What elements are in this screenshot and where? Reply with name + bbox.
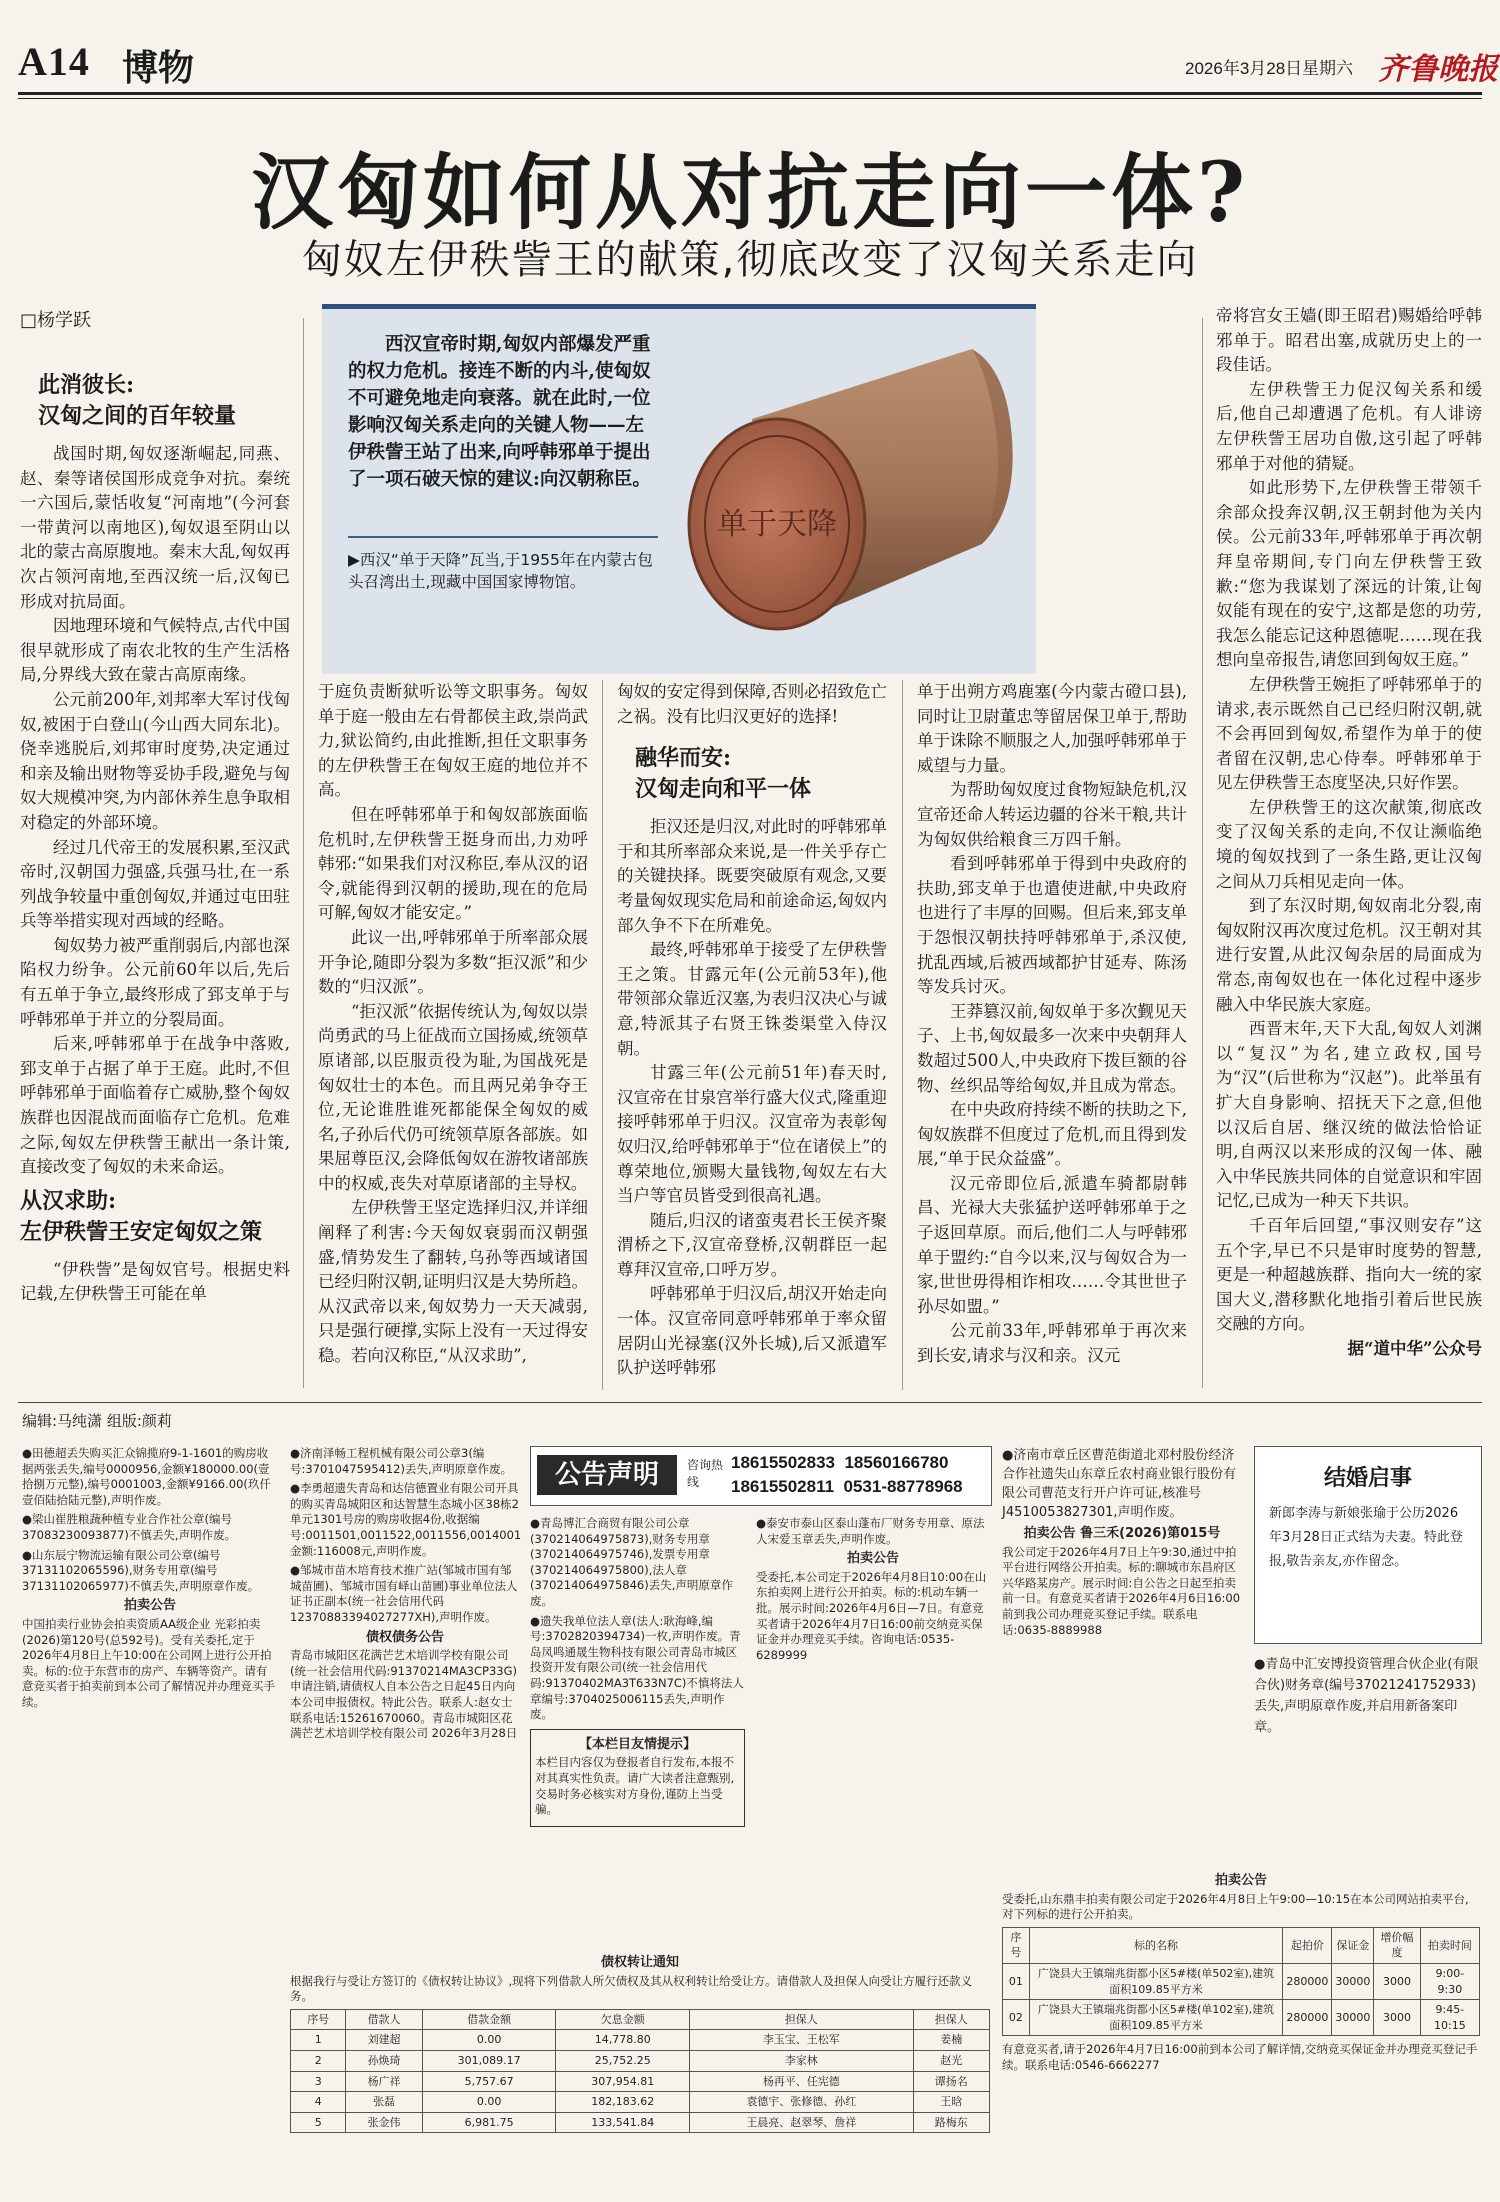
table-header-cell: 标的名称 xyxy=(1029,1927,1283,1963)
table-header-cell: 欠息金额 xyxy=(556,2009,690,2030)
table-cell: 6,981.75 xyxy=(422,2112,556,2133)
table-cell: 3000 xyxy=(1374,2000,1420,2036)
paragraph: 左伊秩訾王力促汉匈关系和缓后,他自己却遭遇了危机。有人诽谤左伊秩訾王居功自傲,这引起了呼韩邪单于对他的猜疑。 xyxy=(1216,379,1482,473)
paragraph: 后来,呼韩邪单于在战争中落败,郅支单于占据了单于王庭。此时,不但呼韩邪单于面临着存亡威胁,整个匈奴族群也因混战而面临存亡危机。危难之际,匈奴左伊秩訾王献出一条计策,直接改变了匈奴的未来命运。 xyxy=(20,1034,290,1177)
paragraph: 此议一出,呼韩邪单于所率部众展开争论,随即分裂为多数“拒汉派”和少数的“归汉派”。 xyxy=(318,927,588,997)
table-header-cell: 序号 xyxy=(1003,1927,1030,1963)
friendly-reminder-text: 本栏目内容仅为登报者自行发布,本报不对其真实性负责。请广大读者注意甄别,交易时务必核实对方身份,谨防上当受骗。 xyxy=(535,1755,735,1817)
paragraph: 匈奴势力被严重削弱后,内部也深陷权力纷争。公元前60年以后,先后有五单于争立,最终形成了郅支单于与呼韩邪单于并立的分裂局面。 xyxy=(20,935,290,1029)
paragraph: 在中央政府持续不断的扶助之下,匈奴族群不但度过了危机,而且得到发展,“单于民众益盛”。 xyxy=(917,1100,1187,1169)
paragraph: 于庭负责断狱听讼等文职事务。匈奴单于庭一般由左右骨都侯主政,崇尚武力,狱讼简约,由此推断,担任文职事务的左伊秩訾王在匈奴王庭的地位并不高。 xyxy=(318,682,588,800)
notice: ●遗失我单位法人章(法人:耿海峰,编号:3702820394734)一枚,声明作废。青岛凤鸣通晟生物科技有限公司青岛市城区投资开发有限公司(统一社会信用代码:91370402MA3T633N7C)不慎将法人章编号:3704025006115丢失,声明作废。 xyxy=(530,1613,744,1722)
paragraph: 王莽篡汉前,匈奴单于多次觐见天子、上书,匈奴最多一次来中央朝拜人数超过500人,中央政府下拨巨额的谷物、丝织品等给匈奴,并且成为常态。 xyxy=(917,1001,1187,1095)
ad-column-3 xyxy=(530,1516,745,1827)
table-header-cell: 序号 xyxy=(291,2009,346,2030)
notice: ●山东辰宁物流运输有限公司公章(编号37131102065596),财务专用章(编号37131102065977)不慎丢失,声明原章作废。 xyxy=(22,1547,260,1593)
table-cell: 杨广祥 xyxy=(346,2071,422,2092)
paragraph: 如此形势下,左伊秩訾王带领千余部众投奔汉朝,汉王朝封他为关内侯。公元前33年,呼韩邪单于再次朝拜皇帝期间,专门向左伊秩訾王致歉:“您为我谋划了深远的计策,让匈奴能有现在的安宁,这都是您的功劳,我怎么能忘记这种恩德呢……现在我想向皇帝报告,请您回到匈奴王庭。” xyxy=(1216,478,1482,670)
issue-date: 2026年3月28日 xyxy=(1185,59,1303,78)
table-cell: 李玉宝、王松军 xyxy=(690,2030,913,2051)
table-header-cell: 借款金额 xyxy=(422,2009,556,2030)
intro-text: 西汉宣帝时期,匈奴内部爆发严重的权力危机。接连不断的内斗,使匈奴不可避免地走向衰落。就在此时,一位影响汉匈关系走向的关键人物——左伊秩訾王站了出来,向呼韩邪单于提出了一项石破天惊的建议:向汉朝称臣。 xyxy=(348,334,651,490)
notice-title: 拍卖公告 xyxy=(846,1551,899,1567)
table-cell: 30000 xyxy=(1332,1963,1374,1999)
ad-column-6 xyxy=(1254,1654,1480,1742)
table-cell: 280000 xyxy=(1283,2000,1332,2036)
table-cell: 赵光 xyxy=(913,2050,989,2071)
table-cell: 280000 xyxy=(1283,1963,1332,1999)
notice: ●济南市章丘区曹范街道北邓村股份经济合作社遗失山东章丘农村商业银行股份有限公司曹范支行开户许可证,核准号J4510053827301,声明作废。 xyxy=(1002,1448,1237,1520)
article-column-3 xyxy=(617,680,887,1381)
table-cell: 0.00 xyxy=(422,2092,556,2113)
table-cell: 9:45-10:15 xyxy=(1420,2000,1479,2036)
paragraph: 匈奴的安定得到保障,否则必招致危亡之祸。没有比归汉更好的选择! xyxy=(617,682,887,726)
ad-column-1 xyxy=(22,1446,278,1715)
table-header-cell: 起拍价 xyxy=(1283,1927,1332,1963)
paragraph: 看到呼韩邪单于得到中央政府的扶助,郅支单于也遣使进献,中央政府也进行了丰厚的回赐。但后来,郅支单于怨恨汉朝扶持呼韩邪单于,杀汉使,扰乱西域,后被西域都护甘延寿、陈汤等发兵讨灭。 xyxy=(917,854,1187,997)
paragraph: 左伊秩訾王坚定选择归汉,并详细阐释了利害:今天匈奴衰弱而汉朝强盛,情势发生了翻转,乌孙等西域诸国已经归附汉朝,证明归汉是大势所趋。从汉武帝以来,匈奴势力一天天减弱,只是强行硬撑,实际上没有一天过得安稳。若向汉称臣,“从汉求助”, xyxy=(318,1198,588,1366)
banner-title: 公告声明 xyxy=(537,1455,677,1495)
caption-rule xyxy=(348,536,658,538)
paragraph: 左伊秩訾王的这次献策,彻底改变了汉匈关系的走向,不仅让濒临绝境的匈奴找到了一条生路,更让汉匈之间从刀兵相见走向一体。 xyxy=(1216,797,1482,891)
notice: 受委托,本公司定于2026年4月8日10:00在山东拍卖网上进行公开拍卖。标的:机动车辆一批。展示时间:2026年4月6日—7日。有意竞买者请于2026年4月7日16:00前交纳竞买保证金并办理竞买手续。咨询电话:0535-6289999 xyxy=(756,1569,987,1662)
paragraph: 随后,归汉的诸蛮夷君长王侯齐聚渭桥之下,汉宣帝登桥,汉朝群臣一起尊拜汉宣帝,口呼万岁。 xyxy=(617,1210,887,1279)
table-header-cell: 担保人 xyxy=(913,2009,989,2030)
marriage-notice xyxy=(1254,1446,1482,1644)
auction-notice xyxy=(1002,1870,1480,2078)
notice: 中国拍卖行业协会拍卖资质AA级企业 光彩拍卖(2026)第120号(总592号)。受有关委托,定于2026年4月8日上午10:00在公司网上进行公开拍卖。标的:位于东营市的房产、车辆等资产。请有意竞买者于拍卖前到本公司了解情况并办理竞买手续。 xyxy=(22,1616,275,1709)
newspaper-logo: 齐鲁晚报 xyxy=(1378,52,1498,87)
debt-title: 债权转让通知 xyxy=(600,1955,679,1970)
notice-title: 拍卖公告 xyxy=(123,1598,176,1614)
paragraph: 单于出朔方鸡鹿塞(今内蒙古磴口县),同时让卫尉董忠等留居保卫单于,帮助单于诛除不顺服之人,加强呼韩邪单于威望与力量。 xyxy=(917,682,1187,775)
ad-column-2 xyxy=(290,1446,520,1746)
headline: 汉匈如何从对抗走向一体? xyxy=(250,145,1250,241)
auction-footer: 有意竞买者,请于2026年4月7日16:00前到本公司了解详情,交纳竞买保证金并办理竞买登记手续。联系电话:0546-6662277 xyxy=(1002,2042,1478,2072)
notice: ●田德超丢失购买汇众锦揽府9-1-1601的购房收据两张丢失,编号0000956,金额¥180000.00(壹拾捌万元整),编号0001003,金额¥9166.00(玖仟壹佰陆拾陆元整),声明作废。 xyxy=(22,1446,271,1507)
auction-table xyxy=(1002,1927,1480,2037)
paragraph: 汉元帝即位后,派遣车骑都尉韩昌、光禄大夫张猛护送呼韩邪单于之子返回草原。而后,他们二人与呼韩邪单于盟约:“自今以来,汉与匈奴合为一家,世世毋得相诈相攻……令其世世子孙尽如盟。” xyxy=(917,1173,1187,1316)
table-cell: 5 xyxy=(291,2112,346,2133)
table-cell: 广饶县大王镇瑞兆街都小区5#楼(单102室),建筑面积109.85平方米 xyxy=(1029,2000,1283,2036)
table-row xyxy=(291,2092,990,2113)
section-heading: 融华而安: 汉匈走向和平一体 xyxy=(635,745,812,803)
table-cell: 133,541.84 xyxy=(556,2112,690,2133)
paragraph: 经过几代帝王的发展积累,至汉武帝时,汉朝国力强盛,兵强马壮,在一系列战争较量中重创匈奴,并通过屯田驻兵等举措实现对西域的经略。 xyxy=(20,837,290,931)
paragraph: “伊秩訾”是匈奴官号。根据史料记载,左伊秩訾王可能在单 xyxy=(20,1259,290,1304)
table-cell: 301,089.17 xyxy=(422,2050,556,2071)
paragraph: 到了东汉时期,匈奴南北分裂,南匈奴附汉再次度过危机。汉王朝对其进行安置,从此汉匈杂居的局面成为常态,南匈奴也在一体化过程中逐步融入中华民族大家庭。 xyxy=(1216,896,1482,1014)
friendly-reminder-box xyxy=(530,1729,745,1827)
classified-ads xyxy=(18,1440,1482,2190)
table-cell: 孙焕琦 xyxy=(346,2050,422,2071)
notice: ●李勇超遗失青岛和达信德置业有限公司开具的购买青岛城阳区和达智慧生态城小区38栋2单元1301号房的购房收据4份,收据编号:0011501,0011522,0011556,0014001金额:116008元,声明作废。 xyxy=(290,1481,522,1558)
notice: ●泰安市泰山区泰山蓬布厂财务专用章、原法人宋爱玉章丢失,声明作废。 xyxy=(756,1516,985,1546)
table-header-cell: 保证金 xyxy=(1332,1927,1374,1963)
section-heading: 从汉求助: 左伊秩訾王安定匈奴之策 xyxy=(20,1187,263,1245)
table-cell: 5,757.67 xyxy=(422,2071,556,2092)
paragraph: 帝将宫女王嫱(即王昭君)赐婚给呼韩邪单于。昭君出塞,成就历史上的一段佳话。 xyxy=(1216,306,1482,375)
paragraph: 甘露三年(公元前51年)春天时,汉宣帝在甘泉宫举行盛大仪式,隆重迎接呼韩邪单于归汉。汉宣帝为表彰匈奴归汉,给呼韩邪单于“位在诸侯上”的尊荣地位,颁赐大量钱物,匈奴左右大当户等官员皆受到很高礼遇。 xyxy=(617,1063,887,1206)
byline: □杨学跃 xyxy=(20,310,92,331)
table-cell: 谭扬名 xyxy=(913,2071,989,2092)
table-header-cell: 拍卖时间 xyxy=(1420,1927,1479,1963)
source-credit: 据“道中华”公众号 xyxy=(1347,1338,1482,1358)
table-row xyxy=(291,2112,990,2133)
table-cell: 3000 xyxy=(1374,1963,1420,1999)
article-column-2 xyxy=(318,680,588,1369)
marriage-title: 结婚启事 xyxy=(1323,1465,1412,1491)
table-cell: 杨再平、任宪德 xyxy=(690,2071,913,2092)
table-cell: 广饶县大王镇瑞兆街都小区5#楼(单502室),建筑面积109.85平方米 xyxy=(1029,1963,1283,1999)
table-cell: 刘建超 xyxy=(346,2030,422,2051)
notice-banner xyxy=(530,1446,992,1506)
page-number: A14 xyxy=(18,39,90,84)
intro-box xyxy=(322,304,1036,674)
column-separator xyxy=(303,318,304,1388)
editor-rule xyxy=(18,1402,1482,1403)
table-cell: 3 xyxy=(291,2071,346,2092)
table-cell: 4 xyxy=(291,2092,346,2113)
table-cell: 1 xyxy=(291,2030,346,2051)
debt-table xyxy=(290,2009,990,2134)
notice-title: 拍卖公告 鲁三禾(2026)第015号 xyxy=(1023,1526,1221,1541)
paragraph: 公元前33年,呼韩邪单于再次来到长安,请求与汉和亲。汉元 xyxy=(917,1321,1187,1366)
notice: 我公司定于2026年4月7日上午9:30,通过中拍平台进行网络公开拍卖。标的:聊城市东昌府区兴华路某房产。展示时间:自公告之日起至拍卖前一日。有意竞买者请于2026年4月6日16:00前到我公司办理竞买登记手续。联系电话:0635-8889988 xyxy=(1002,1544,1241,1637)
table-cell: 25,752.25 xyxy=(556,2050,690,2071)
phone-line-1: 18615502833 18560166780 xyxy=(731,1453,949,1472)
table-cell: 307,954.81 xyxy=(556,2071,690,2092)
paragraph: 左伊秩訾王婉拒了呼韩邪单于的请求,表示既然自己已经归附汉朝,就不会再回到匈奴,希望作为单于的使者留在汉朝,忠心侍奉。呼韩邪单于见左伊秩訾王态度坚决,只好作罢。 xyxy=(1216,674,1482,793)
article-column-1 xyxy=(20,364,290,1307)
paragraph: 但在呼韩邪单于和匈奴部族面临危机时,左伊秩訾王挺身而出,力劝呼韩邪:“如果我们对汉称臣,奉从汉的诏令,就能得到汉朝的援助,现在的危局可解,匈奴才能安定。” xyxy=(318,804,588,923)
tile-end-image xyxy=(672,329,1022,659)
table-cell: 路梅东 xyxy=(913,2112,989,2133)
table-header-cell: 担保人 xyxy=(690,2009,913,2030)
marriage-text: 新郎李涛与新娘张瑜于公历2026年3月28日正式结为夫妻。特此登报,敬告亲友,亦作留念。 xyxy=(1269,1506,1463,1569)
notice: ●邹城市苗木培育技术推广站(邹城市国有邹城苗圃)、邹城市国有峄山苗圃)事业单位法人证书正副本(统一社会信用代码12370883394027277XH),声明作废。 xyxy=(290,1563,518,1624)
table-cell: 02 xyxy=(1003,2000,1030,2036)
table-row xyxy=(291,2050,990,2071)
table-cell: 王晨亮、赵翠琴、詹祥 xyxy=(690,2112,913,2133)
table-header-cell: 借款人 xyxy=(346,2009,422,2030)
table-cell: 王晗 xyxy=(913,2092,989,2113)
table-cell: 张磊 xyxy=(346,2092,422,2113)
table-row xyxy=(1003,2000,1480,2036)
paragraph: 公元前200年,刘邦率大军讨伐匈奴,被困于白登山(今山西大同东北)。侥幸逃脱后,刘邦审时度势,决定通过和亲及输出财物等妥协手段,避免与匈奴大规模冲突,为内部休养生息争取相对稳定的外部环境。 xyxy=(20,689,290,832)
notice: ●梁山崔胜粮蔬种植专业合作社公章(编号37083230093877)不慎丢失,声明作废。 xyxy=(22,1512,237,1542)
table-cell: 9:00-9:30 xyxy=(1420,1963,1479,1999)
table-cell: 张金伟 xyxy=(346,2112,422,2133)
notice: ●青岛博汇合商贸有限公司公章(370214064975873),财务专用章(370214064975746),发票专用章(370214064975800),法人章(370214064975846)丢失,声明原章作废。 xyxy=(530,1516,733,1608)
hotline-label: 咨询热线 xyxy=(687,1458,724,1489)
subheadline: 匈奴左伊秩訾王的献策,彻底改变了汉匈关系走向 xyxy=(301,237,1199,283)
paragraph: 呼韩邪单于归汉后,胡汉开始走向一体。汉宣帝同意呼韩邪单于率众留居阴山光禄塞(汉外长城),后又派遣军队护送呼韩邪 xyxy=(617,1284,887,1378)
paragraph: 西晋末年,天下大乱,匈奴人刘渊以“复汉”为名,建立政权,国号为“汉”(后世称为“汉赵”)。此举虽有扩大自身影响、招抚天下之意,但他以汉后自居、继汉统的做法恰恰证明,自两汉以来形成的汉匈一体、融入中华民族共同体的自觉意识和牢固记忆,已成为一种天下共识。 xyxy=(1216,1019,1482,1211)
debt-transfer-notice xyxy=(290,1952,990,2133)
table-cell: 182,183.62 xyxy=(556,2092,690,2113)
table-cell: 0.00 xyxy=(422,2030,556,2051)
phone-line-2: 18615502811 0531-88778968 xyxy=(731,1477,963,1496)
table-cell: 姜楠 xyxy=(913,2030,989,2051)
section-heading: 此消彼长: 汉匈之间的百年较量 xyxy=(38,372,237,429)
table-cell: 30000 xyxy=(1332,2000,1374,2036)
paragraph: 战国时期,匈奴逐渐崛起,同燕、赵、秦等诸侯国形成竞争对抗。秦统一六国后,蒙恬收复“河南地”(今河套一带黄河以南地区),匈奴退至阴山以北的蒙古高原腹地。秦末大乱,匈奴再次占领河南地,至西汉统一后,汉匈已形成对抗局面。 xyxy=(20,444,290,611)
article-column-4 xyxy=(917,680,1187,1369)
table-row xyxy=(1003,1963,1480,1999)
paragraph: “拒汉派”依据传统认为,匈奴以崇尚勇武的马上征战而立国扬威,统领草原诸部,以臣服贡役为耻,为国战死是匈奴壮士的本色。而且两兄弟争夺王位,无论谁胜谁死都能保全匈奴的威名,子孙后代仍可统领草原各部族。如果屈尊臣汉,会降低匈奴在游牧诸部族中的权威,丧失对草原诸部的主导权。 xyxy=(318,1001,588,1193)
debt-note: 根据我行与受让方签订的《债权转让协议》,现将下列借款人所欠债权及其从权利转让给受让方。请借款人及担保人向受让方履行还款义务。 xyxy=(290,1973,973,2004)
table-row xyxy=(291,2071,990,2092)
notice-title: 债权债务公告 xyxy=(365,1629,444,1645)
table-cell: 袁德宇、张修德、孙红 xyxy=(690,2092,913,2113)
table-header-cell: 增价幅度 xyxy=(1374,1927,1420,1963)
article-column-5 xyxy=(1216,304,1482,1362)
tile-inscription: 单于天降 xyxy=(717,507,837,542)
paragraph: 因地理环境和气候特点,古代中国很早就形成了南农北牧的生产生活格局,分界线大致在蒙古高原南缘。 xyxy=(20,616,290,685)
paragraph: 拒汉还是归汉,对此时的呼韩邪单于和其所率部众来说,是一件关乎存亡的关键抉择。既要突破原有观念,又要考量匈奴现实危局和前途命运,匈奴内部久争不下在所难免。 xyxy=(617,817,887,935)
table-cell: 01 xyxy=(1003,1963,1030,1999)
column-separator xyxy=(1202,318,1203,1388)
image-caption: ▶西汉“单于天降”瓦当,于1955年在内蒙古包头召湾出土,现藏中国国家博物馆。 xyxy=(348,551,653,591)
editor-credit: 编辑:马纯潇 组版:颜莉 xyxy=(22,1412,172,1430)
table-header-row xyxy=(291,2009,990,2030)
notice: 青岛市城阳区花满芒艺术培训学校有限公司(统一社会信用代码:91370214MA3CP33G)申请注销,请债权人自本公告之日起45日内向本公司申报债权。特此公告。联系人:赵女士 联系电话:15261670060。青岛市城阳区花满芒艺术培训学校有限公司 2026年3月28日 xyxy=(290,1648,518,1741)
issue-weekday: 星期六 xyxy=(1302,59,1353,78)
paragraph: 最终,呼韩邪单于接受了左伊秩訾王之策。甘露元年(公元前53年),他带领部众靠近汉塞,为表归汉决心与诚意,特派其子右贤王铢娄渠堂入侍汉朝。 xyxy=(617,940,887,1058)
table-cell: 2 xyxy=(291,2050,346,2071)
table-cell: 李家林 xyxy=(690,2050,913,2071)
notice: ●青岛中汇安博投资管理合伙企业(有限合伙)财务章(编号37021241752933)丢失,声明原章作废,并启用新备案印章。 xyxy=(1254,1657,1479,1735)
ad-column-5 xyxy=(1002,1446,1242,1642)
table-cell: 14,778.80 xyxy=(556,2030,690,2051)
paragraph: 千百年后回望,“事汉则安存”这五个字,早已不只是审时度势的智慧,更是一种超越族群、指向大一统的家国大义,潜移默化地指引着后世民族交融的方向。 xyxy=(1216,1215,1482,1334)
table-row xyxy=(291,2030,990,2051)
header-rule xyxy=(18,92,1482,95)
paragraph: 为帮助匈奴度过食物短缺危机,汉宣帝还命人转运边疆的谷米干粮,共计为匈奴供给粮食三万四千斛。 xyxy=(917,780,1187,849)
friendly-reminder-title: 【本栏目友情提示】 xyxy=(578,1736,696,1752)
column-separator xyxy=(902,680,903,1390)
ad-column-4 xyxy=(756,1516,990,1667)
column-separator xyxy=(602,680,603,1390)
table-header-row xyxy=(1003,1927,1480,1963)
header-rule-thin xyxy=(18,98,1482,99)
section-name: 博物 xyxy=(122,47,195,89)
auction-title: 拍卖公告 xyxy=(1214,1873,1267,1888)
notice: ●济南泽畅工程机械有限公司公章3(编号:3701047595412)丢失,声明原章作废。 xyxy=(290,1446,513,1476)
auction-note: 受委托,山东鼎丰拍卖有限公司定于2026年4月8日上午9:00—10:15在本公司网站拍卖平台,对下列标的进行公开拍卖。 xyxy=(1002,1891,1469,1922)
